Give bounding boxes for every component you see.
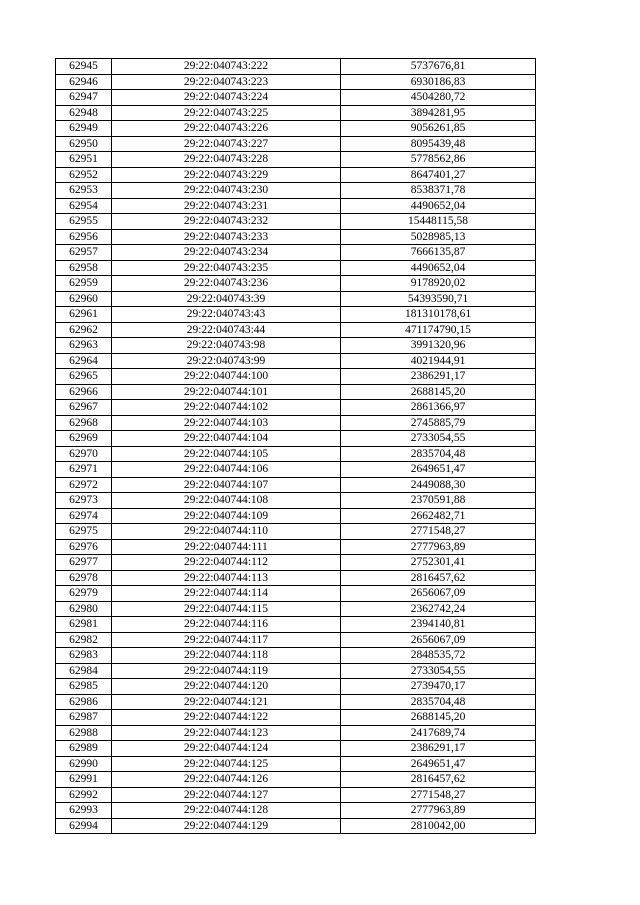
cadastral-value-cell: 4490652,04 <box>341 198 536 214</box>
row-number-cell: 62992 <box>56 787 112 803</box>
table-row <box>56 756 536 772</box>
table-row <box>56 369 536 385</box>
row-number-cell: 62984 <box>56 663 112 679</box>
cadastral-number-cell: 29:22:040743:222 <box>112 59 341 75</box>
table-row <box>56 136 536 152</box>
cadastral-value-cell: 2745885,79 <box>341 415 536 431</box>
table-row <box>56 338 536 354</box>
row-number-cell: 62994 <box>56 818 112 834</box>
cadastral-number-cell: 29:22:040744:101 <box>112 384 341 400</box>
cadastral-value-cell: 3991320,96 <box>341 338 536 354</box>
cadastral-value-cell: 2733054,55 <box>341 663 536 679</box>
row-number-cell: 62967 <box>56 400 112 416</box>
row-number-cell: 62975 <box>56 524 112 540</box>
cadastral-number-cell: 29:22:040744:113 <box>112 570 341 586</box>
cadastral-number-cell: 29:22:040743:225 <box>112 105 341 121</box>
table-row <box>56 586 536 602</box>
cadastral-number-cell: 29:22:040744:120 <box>112 679 341 695</box>
cadastral-value-cell: 2386291,17 <box>341 741 536 757</box>
table-row <box>56 601 536 617</box>
cadastral-number-cell: 29:22:040744:128 <box>112 803 341 819</box>
row-number-cell: 62954 <box>56 198 112 214</box>
cadastral-number-cell: 29:22:040743:44 <box>112 322 341 338</box>
table-row <box>56 214 536 230</box>
row-number-cell: 62961 <box>56 307 112 323</box>
cadastral-number-cell: 29:22:040743:98 <box>112 338 341 354</box>
cadastral-value-cell: 2835704,48 <box>341 694 536 710</box>
table-row <box>56 570 536 586</box>
row-number-cell: 62956 <box>56 229 112 245</box>
row-number-cell: 62950 <box>56 136 112 152</box>
cadastral-number-cell: 29:22:040744:105 <box>112 446 341 462</box>
cadastral-number-cell: 29:22:040744:112 <box>112 555 341 571</box>
table-row <box>56 431 536 447</box>
cadastral-number-cell: 29:22:040744:124 <box>112 741 341 757</box>
row-number-cell: 62987 <box>56 710 112 726</box>
cadastral-number-cell: 29:22:040743:234 <box>112 245 341 261</box>
cadastral-value-cell: 5737676,81 <box>341 59 536 75</box>
row-number-cell: 62970 <box>56 446 112 462</box>
table-row <box>56 617 536 633</box>
cadastral-number-cell: 29:22:040744:119 <box>112 663 341 679</box>
cadastral-value-cell: 2417689,74 <box>341 725 536 741</box>
row-number-cell: 62958 <box>56 260 112 276</box>
cadastral-value-cell: 2649651,47 <box>341 462 536 478</box>
table-row <box>56 710 536 726</box>
cadastral-value-cell: 2449088,30 <box>341 477 536 493</box>
cadastral-value-cell: 2835704,48 <box>341 446 536 462</box>
cadastral-number-cell: 29:22:040744:129 <box>112 818 341 834</box>
row-number-cell: 62978 <box>56 570 112 586</box>
table-row <box>56 493 536 509</box>
cadastral-value-cell: 9178920,02 <box>341 276 536 292</box>
cadastral-number-cell: 29:22:040743:223 <box>112 74 341 90</box>
row-number-cell: 62964 <box>56 353 112 369</box>
table-row <box>56 59 536 75</box>
cadastral-number-cell: 29:22:040744:125 <box>112 756 341 772</box>
cadastral-value-cell: 2816457,62 <box>341 570 536 586</box>
cadastral-value-cell: 2733054,55 <box>341 431 536 447</box>
cadastral-value-cell: 5028985,13 <box>341 229 536 245</box>
table-row <box>56 167 536 183</box>
cadastral-number-cell: 29:22:040743:99 <box>112 353 341 369</box>
row-number-cell: 62983 <box>56 648 112 664</box>
table-row <box>56 787 536 803</box>
cadastral-value-cell: 4490652,04 <box>341 260 536 276</box>
row-number-cell: 62976 <box>56 539 112 555</box>
table-row <box>56 245 536 261</box>
row-number-cell: 62957 <box>56 245 112 261</box>
cadastral-value-cell: 2771548,27 <box>341 787 536 803</box>
row-number-cell: 62952 <box>56 167 112 183</box>
table-row <box>56 90 536 106</box>
row-number-cell: 62968 <box>56 415 112 431</box>
cadastral-number-cell: 29:22:040743:236 <box>112 276 341 292</box>
cadastral-value-cell: 2688145,20 <box>341 384 536 400</box>
cadastral-value-cell: 2386291,17 <box>341 369 536 385</box>
cadastral-value-cell: 6930186,83 <box>341 74 536 90</box>
row-number-cell: 62960 <box>56 291 112 307</box>
cadastral-number-cell: 29:22:040744:110 <box>112 524 341 540</box>
row-number-cell: 62962 <box>56 322 112 338</box>
row-number-cell: 62982 <box>56 632 112 648</box>
cadastral-number-cell: 29:22:040744:108 <box>112 493 341 509</box>
cadastral-number-cell: 29:22:040743:39 <box>112 291 341 307</box>
table-row <box>56 772 536 788</box>
table-row <box>56 307 536 323</box>
cadastral-number-cell: 29:22:040744:103 <box>112 415 341 431</box>
row-number-cell: 62985 <box>56 679 112 695</box>
table-row <box>56 105 536 121</box>
cadastral-value-cell: 2771548,27 <box>341 524 536 540</box>
cadastral-value-cell: 2861366,97 <box>341 400 536 416</box>
row-number-cell: 62973 <box>56 493 112 509</box>
row-number-cell: 62990 <box>56 756 112 772</box>
cadastral-number-cell: 29:22:040744:116 <box>112 617 341 633</box>
table-row <box>56 725 536 741</box>
table-row <box>56 121 536 137</box>
row-number-cell: 62965 <box>56 369 112 385</box>
row-number-cell: 62986 <box>56 694 112 710</box>
table-row <box>56 260 536 276</box>
cadastral-value-cell: 2649651,47 <box>341 756 536 772</box>
cadastral-number-cell: 29:22:040744:104 <box>112 431 341 447</box>
cadastral-value-table <box>55 58 536 834</box>
row-number-cell: 62974 <box>56 508 112 524</box>
cadastral-value-cell: 4021944,91 <box>341 353 536 369</box>
table-row <box>56 508 536 524</box>
cadastral-value-cell: 2362742,24 <box>341 601 536 617</box>
cadastral-number-cell: 29:22:040743:227 <box>112 136 341 152</box>
cadastral-number-cell: 29:22:040743:232 <box>112 214 341 230</box>
table-row <box>56 462 536 478</box>
row-number-cell: 62946 <box>56 74 112 90</box>
table-row <box>56 555 536 571</box>
table-row <box>56 818 536 834</box>
row-number-cell: 62953 <box>56 183 112 199</box>
table-row <box>56 276 536 292</box>
table-row <box>56 648 536 664</box>
cadastral-value-cell: 9056261,85 <box>341 121 536 137</box>
table-body <box>56 59 536 834</box>
table-row <box>56 694 536 710</box>
cadastral-value-cell: 54393590,71 <box>341 291 536 307</box>
row-number-cell: 62947 <box>56 90 112 106</box>
cadastral-number-cell: 29:22:040744:114 <box>112 586 341 602</box>
cadastral-number-cell: 29:22:040743:226 <box>112 121 341 137</box>
cadastral-value-cell: 471174790,15 <box>341 322 536 338</box>
cadastral-number-cell: 29:22:040743:43 <box>112 307 341 323</box>
cadastral-number-cell: 29:22:040744:109 <box>112 508 341 524</box>
table-row <box>56 679 536 695</box>
cadastral-value-cell: 7666135,87 <box>341 245 536 261</box>
cadastral-value-cell: 8095439,48 <box>341 136 536 152</box>
cadastral-value-cell: 2777963,89 <box>341 539 536 555</box>
row-number-cell: 62955 <box>56 214 112 230</box>
cadastral-value-cell: 2662482,71 <box>341 508 536 524</box>
cadastral-number-cell: 29:22:040743:228 <box>112 152 341 168</box>
cadastral-value-cell: 4504280,72 <box>341 90 536 106</box>
table-row <box>56 384 536 400</box>
cadastral-number-cell: 29:22:040744:123 <box>112 725 341 741</box>
cadastral-number-cell: 29:22:040744:126 <box>112 772 341 788</box>
cadastral-number-cell: 29:22:040743:230 <box>112 183 341 199</box>
row-number-cell: 62966 <box>56 384 112 400</box>
cadastral-value-cell: 8647401,27 <box>341 167 536 183</box>
cadastral-value-cell: 15448115,58 <box>341 214 536 230</box>
cadastral-number-cell: 29:22:040744:121 <box>112 694 341 710</box>
table-row <box>56 524 536 540</box>
row-number-cell: 62969 <box>56 431 112 447</box>
row-number-cell: 62988 <box>56 725 112 741</box>
cadastral-value-cell: 5778562,86 <box>341 152 536 168</box>
table-row <box>56 741 536 757</box>
cadastral-value-cell: 2370591,88 <box>341 493 536 509</box>
row-number-cell: 62971 <box>56 462 112 478</box>
row-number-cell: 62949 <box>56 121 112 137</box>
table-row <box>56 803 536 819</box>
cadastral-value-cell: 2810042,00 <box>341 818 536 834</box>
table-row <box>56 632 536 648</box>
table-row <box>56 183 536 199</box>
cadastral-value-cell: 2688145,20 <box>341 710 536 726</box>
cadastral-number-cell: 29:22:040744:115 <box>112 601 341 617</box>
cadastral-number-cell: 29:22:040743:235 <box>112 260 341 276</box>
row-number-cell: 62963 <box>56 338 112 354</box>
row-number-cell: 62991 <box>56 772 112 788</box>
cadastral-value-cell: 8538371,78 <box>341 183 536 199</box>
cadastral-number-cell: 29:22:040744:102 <box>112 400 341 416</box>
cadastral-number-cell: 29:22:040744:127 <box>112 787 341 803</box>
cadastral-value-cell: 2656067,09 <box>341 586 536 602</box>
cadastral-value-cell: 2739470,17 <box>341 679 536 695</box>
cadastral-value-cell: 2656067,09 <box>341 632 536 648</box>
table-row <box>56 152 536 168</box>
row-number-cell: 62951 <box>56 152 112 168</box>
row-number-cell: 62972 <box>56 477 112 493</box>
row-number-cell: 62948 <box>56 105 112 121</box>
table-row <box>56 539 536 555</box>
cadastral-number-cell: 29:22:040743:233 <box>112 229 341 245</box>
table-row <box>56 322 536 338</box>
table-row <box>56 477 536 493</box>
cadastral-number-cell: 29:22:040744:107 <box>112 477 341 493</box>
cadastral-value-cell: 3894281,95 <box>341 105 536 121</box>
cadastral-number-cell: 29:22:040743:231 <box>112 198 341 214</box>
row-number-cell: 62979 <box>56 586 112 602</box>
row-number-cell: 62977 <box>56 555 112 571</box>
cadastral-number-cell: 29:22:040744:122 <box>112 710 341 726</box>
table-row <box>56 198 536 214</box>
row-number-cell: 62980 <box>56 601 112 617</box>
table-row <box>56 353 536 369</box>
table-row <box>56 446 536 462</box>
cadastral-number-cell: 29:22:040743:229 <box>112 167 341 183</box>
table-row <box>56 229 536 245</box>
row-number-cell: 62981 <box>56 617 112 633</box>
table-row <box>56 663 536 679</box>
table-row <box>56 415 536 431</box>
cadastral-number-cell: 29:22:040744:118 <box>112 648 341 664</box>
table-row <box>56 400 536 416</box>
cadastral-number-cell: 29:22:040744:100 <box>112 369 341 385</box>
cadastral-value-cell: 2816457,62 <box>341 772 536 788</box>
row-number-cell: 62989 <box>56 741 112 757</box>
row-number-cell: 62959 <box>56 276 112 292</box>
cadastral-number-cell: 29:22:040743:224 <box>112 90 341 106</box>
cadastral-value-cell: 2394140,81 <box>341 617 536 633</box>
row-number-cell: 62993 <box>56 803 112 819</box>
cadastral-number-cell: 29:22:040744:111 <box>112 539 341 555</box>
row-number-cell: 62945 <box>56 59 112 75</box>
cadastral-value-cell: 2752301,41 <box>341 555 536 571</box>
cadastral-value-cell: 2848535,72 <box>341 648 536 664</box>
cadastral-number-cell: 29:22:040744:117 <box>112 632 341 648</box>
cadastral-value-cell: 2777963,89 <box>341 803 536 819</box>
cadastral-number-cell: 29:22:040744:106 <box>112 462 341 478</box>
table-row <box>56 74 536 90</box>
cadastral-value-cell: 181310178,61 <box>341 307 536 323</box>
table-row <box>56 291 536 307</box>
